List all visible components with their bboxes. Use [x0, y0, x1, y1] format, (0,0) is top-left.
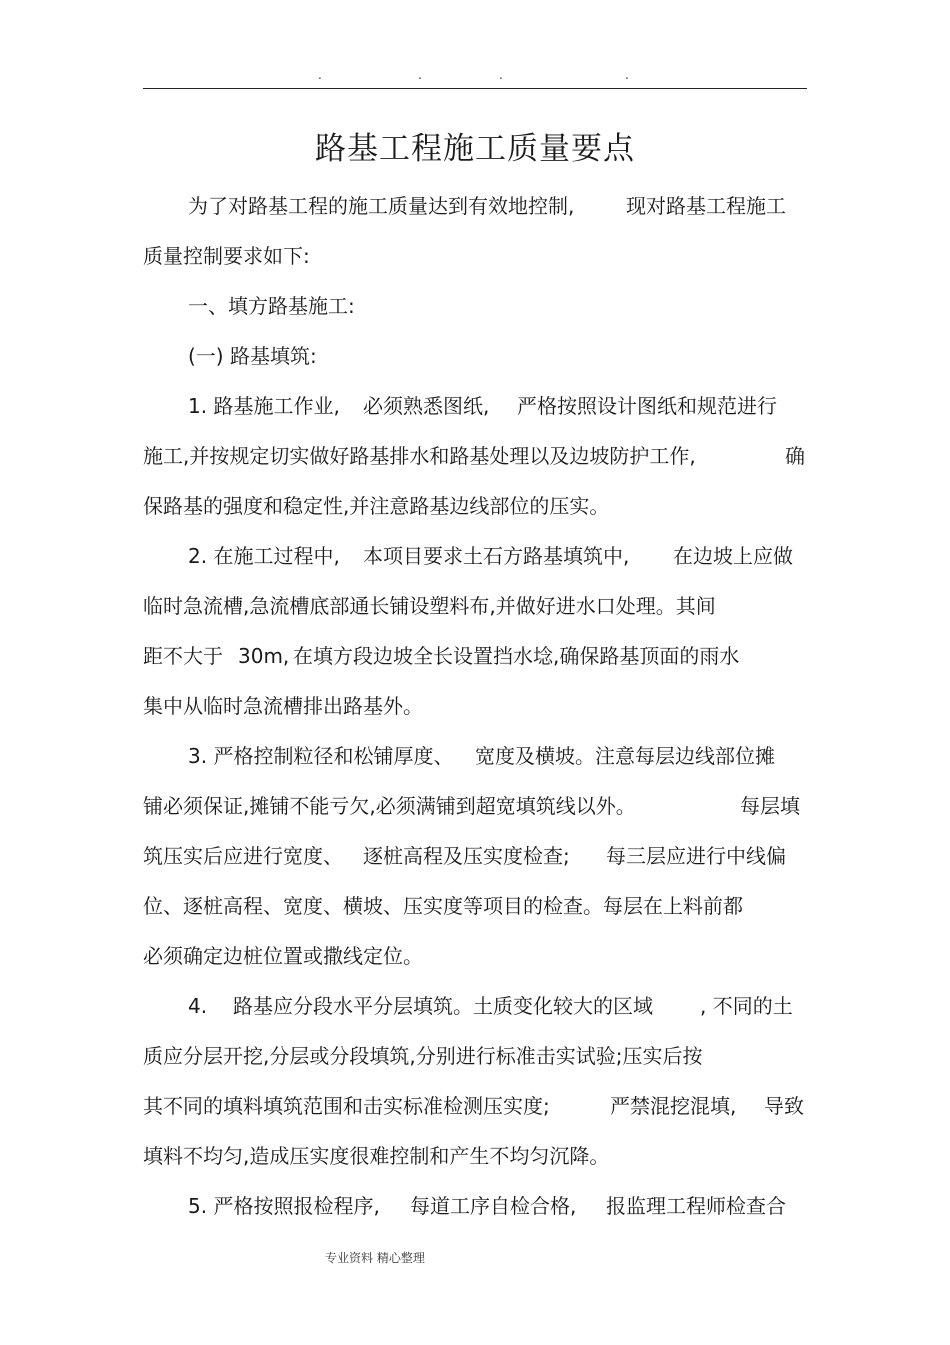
- text-segment: (一) 路基填筑:: [188, 344, 317, 368]
- text-segment: 每道工序自检合格,: [410, 1194, 577, 1218]
- text-segment: 填料不均匀,造成压实度很难控制和产生不均匀沉降。: [143, 1144, 610, 1168]
- text-line: [0, 481, 950, 531]
- text-line: [0, 231, 950, 281]
- text-line: [0, 1181, 950, 1231]
- text-segment: 其不同的填料填筑范围和击实标准检测压实度;: [143, 1094, 550, 1118]
- text-segment: 2. 在施工过程中,: [188, 544, 340, 568]
- text-segment: 路基应分段水平分层填筑。土质变化较大的区域: [233, 994, 653, 1018]
- text-segment: 报监理工程师检查合: [606, 1194, 786, 1218]
- text-segment: 本项目要求土石方路基填筑中,: [363, 544, 630, 568]
- text-line: [0, 1081, 950, 1131]
- header-dot: .: [318, 68, 322, 82]
- section-heading: [0, 281, 950, 331]
- text-segment: , 不同的土: [700, 994, 793, 1018]
- text-segment: 逐桩高程及压实度检查;: [363, 844, 570, 868]
- text-line: [0, 531, 950, 581]
- subsection-heading: [0, 331, 950, 381]
- text-segment: 导致: [764, 1094, 804, 1118]
- text-segment: 每层填: [740, 794, 800, 818]
- text-segment: 3. 严格控制粒径和松铺厚度、: [188, 744, 454, 768]
- text-segment: 质应分层开挖,分层或分段填筑,分别进行标准击实试验;压实后按: [143, 1044, 703, 1068]
- text-line: [0, 631, 950, 681]
- text-line: [0, 581, 950, 631]
- text-segment: 集中从临时急流槽排出路基外。: [143, 694, 423, 718]
- text-line: [0, 981, 950, 1031]
- text-segment: 距不大于: [143, 644, 223, 668]
- text-line: [0, 1031, 950, 1081]
- text-segment: 铺必须保证,摊铺不能亏欠,必须满铺到超宽填筑线以外。: [143, 794, 636, 818]
- text-segment: 在填方段边坡全长设置挡水埝,确保路基顶面的雨水: [293, 644, 740, 668]
- text-segment: 必须熟悉图纸,: [363, 394, 490, 418]
- text-segment: 每三层应进行中线偏: [606, 844, 786, 868]
- document-title: 路基工程施工质量要点: [315, 131, 635, 167]
- text-segment: 一、填方路基施工:: [188, 294, 355, 318]
- text-segment: 必须确定边桩位置或撒线定位。: [143, 944, 423, 968]
- text-segment: 严禁混挖混填,: [610, 1094, 737, 1118]
- header-rule: [143, 88, 807, 89]
- text-segment: 为了对路基工程的施工质量达到有效地控制,: [188, 194, 575, 218]
- text-segment: 宽度及横坡。注意每层边线部位摊: [475, 744, 775, 768]
- text-line: [0, 881, 950, 931]
- text-line: [0, 1131, 950, 1181]
- text-line: [0, 431, 950, 481]
- text-segment: 严格按照设计图纸和规范进行: [517, 394, 777, 418]
- header-dot: .: [418, 68, 422, 82]
- text-segment: 4.: [188, 994, 208, 1018]
- text-segment: 现对路基工程施工: [626, 194, 786, 218]
- text-segment: 筑压实后应进行宽度、: [143, 844, 343, 868]
- text-segment: 1. 路基施工作业,: [188, 394, 340, 418]
- text-segment: 5. 严格按照报检程序,: [188, 1194, 380, 1218]
- text-line: [0, 681, 950, 731]
- header-dot: .: [499, 68, 503, 82]
- text-line: [0, 831, 950, 881]
- text-segment: 临时急流槽,急流槽底部通长铺设塑料布,并做好进水口处理。其间: [143, 594, 716, 618]
- header-dot: .: [625, 68, 629, 82]
- text-segment: 位、逐桩高程、宽度、横坡、压实度等项目的检查。每层在上料前都: [143, 894, 743, 918]
- text-segment: 施工,并按规定切实做好路基排水和路基处理以及边坡防护工作,: [143, 444, 696, 468]
- text-line: [0, 781, 950, 831]
- text-segment: 30m,: [238, 644, 290, 668]
- text-segment: 确: [785, 444, 805, 468]
- page-header-dots: [0, 68, 950, 82]
- text-segment: 保路基的强度和稳定性,并注意路基边线部位的压实。: [143, 494, 610, 518]
- text-line: [0, 181, 950, 231]
- text-line: [0, 931, 950, 981]
- page-footer: 专业资料 精心整理: [325, 1251, 425, 1265]
- text-segment: 在边坡上应做: [673, 544, 793, 568]
- text-segment: 质量控制要求如下:: [143, 244, 310, 268]
- text-line: [0, 731, 950, 781]
- text-line: [0, 381, 950, 431]
